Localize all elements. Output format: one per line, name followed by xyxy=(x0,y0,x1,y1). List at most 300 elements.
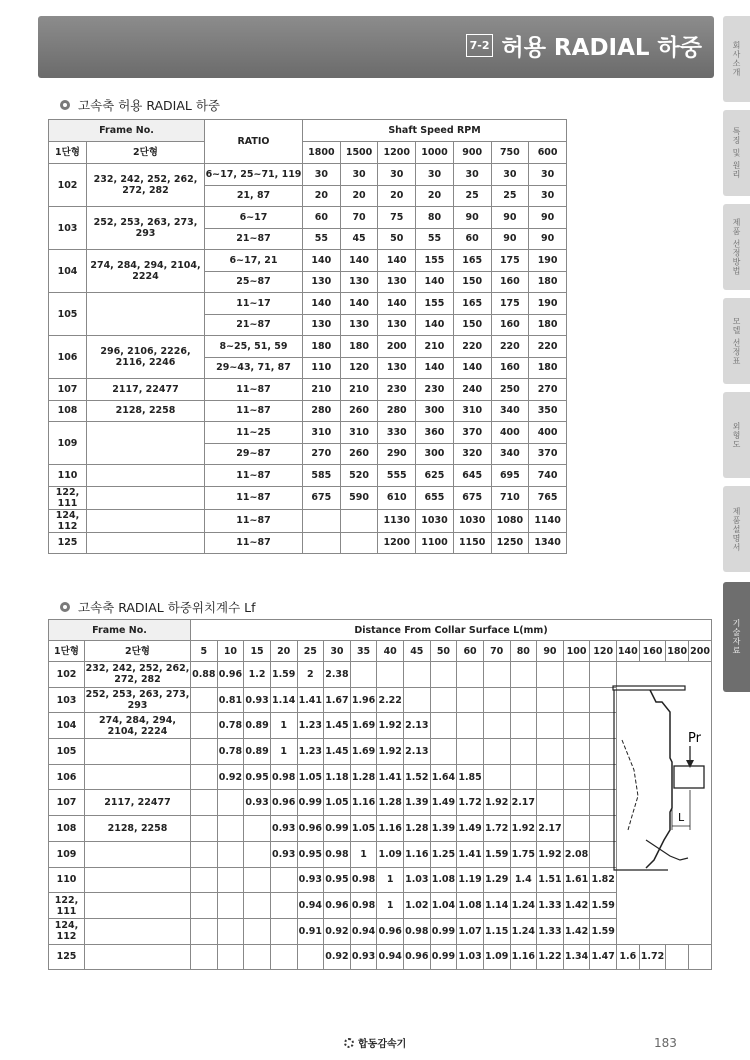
distance-header: 100 xyxy=(563,641,590,662)
load-cell: 200 xyxy=(378,336,416,358)
frame-1stage: 103 xyxy=(49,207,87,250)
factor-cell: 0.94 xyxy=(350,918,377,944)
speed-header: 1500 xyxy=(340,142,378,164)
factor-cell xyxy=(244,867,271,893)
frame-2stage xyxy=(85,944,191,970)
factor-cell: 1.45 xyxy=(324,739,351,765)
frame-1stage: 107 xyxy=(49,790,85,816)
factor-cell: 1 xyxy=(270,739,297,765)
pr-label: Pr xyxy=(688,731,701,746)
frame-2stage: 274, 284, 294, 2104, 2224 xyxy=(85,713,191,739)
factor-cell xyxy=(270,893,297,919)
factor-cell: 0.93 xyxy=(244,687,271,713)
frame-1stage: 104 xyxy=(49,713,85,739)
factor-cell: 1.41 xyxy=(377,764,404,790)
factor-cell xyxy=(457,713,484,739)
load-cell: 30 xyxy=(340,164,378,186)
table-row xyxy=(49,293,567,315)
factor-cell: 1.2 xyxy=(244,662,271,688)
side-tab-company[interactable]: 회사소개 xyxy=(723,16,750,102)
factor-cell: 1.23 xyxy=(297,713,324,739)
factor-cell: 1.92 xyxy=(537,841,564,867)
load-cell: 1080 xyxy=(491,509,529,532)
load-cell xyxy=(340,532,378,554)
factor-cell: 1.52 xyxy=(404,764,431,790)
frame-2stage xyxy=(87,486,205,509)
ratio-cell: 11~25 xyxy=(205,422,303,444)
factor-cell: 1.25 xyxy=(430,841,457,867)
distance-header: 180 xyxy=(666,641,689,662)
load-cell: 30 xyxy=(416,164,454,186)
load-cell: 90 xyxy=(453,207,491,229)
factor-cell xyxy=(191,739,218,765)
factor-cell xyxy=(430,687,457,713)
factor-cell: 1.59 xyxy=(590,918,617,944)
load-cell xyxy=(303,532,341,554)
frame-2stage xyxy=(87,422,205,465)
factor-cell xyxy=(191,713,218,739)
load-cell: 230 xyxy=(378,379,416,401)
load-cell: 610 xyxy=(378,486,416,509)
factor-cell: 0.78 xyxy=(217,739,244,765)
frame-1stage: 103 xyxy=(49,687,85,713)
factor-cell: 1.42 xyxy=(563,918,590,944)
factor-cell: 1.16 xyxy=(510,944,537,970)
ratio-cell: 29~87 xyxy=(205,443,303,465)
frame-2stage: 296, 2106, 2226, 2116, 2246 xyxy=(87,336,205,379)
factor-cell xyxy=(270,867,297,893)
factor-cell: 0.92 xyxy=(324,944,351,970)
load-cell: 120 xyxy=(340,357,378,379)
load-cell: 190 xyxy=(529,250,567,272)
load-cell: 55 xyxy=(416,228,454,250)
load-cell: 140 xyxy=(378,293,416,315)
factor-cell xyxy=(217,841,244,867)
load-cell: 160 xyxy=(491,357,529,379)
factor-cell: 1.28 xyxy=(377,790,404,816)
factor-cell: 1.92 xyxy=(377,713,404,739)
factor-cell: 1.16 xyxy=(404,841,431,867)
ratio-cell: 11~87 xyxy=(205,379,303,401)
frame-2stage xyxy=(85,918,191,944)
load-cell: 300 xyxy=(416,443,454,465)
factor-cell: 1.49 xyxy=(430,790,457,816)
factor-cell xyxy=(191,918,218,944)
factor-cell: 1.39 xyxy=(404,790,431,816)
frame-2stage: 252, 253, 263, 273, 293 xyxy=(87,207,205,250)
factor-cell xyxy=(483,687,510,713)
ratio-cell: 6~17 xyxy=(205,207,303,229)
frame-1stage: 106 xyxy=(49,336,87,379)
factor-cell: 1.29 xyxy=(483,867,510,893)
load-cell: 360 xyxy=(416,422,454,444)
table-row xyxy=(49,509,567,532)
load-cell: 1250 xyxy=(491,532,529,554)
load-cell: 60 xyxy=(303,207,341,229)
factor-cell: 1.69 xyxy=(350,713,377,739)
factor-cell: 1.92 xyxy=(377,739,404,765)
table-row xyxy=(49,422,567,444)
load-cell: 20 xyxy=(378,185,416,207)
load-cell: 140 xyxy=(303,293,341,315)
factor-cell: 1.14 xyxy=(270,687,297,713)
distance-header: 35 xyxy=(350,641,377,662)
load-cell: 210 xyxy=(416,336,454,358)
side-tab-technical[interactable]: 기술자료 xyxy=(723,582,750,692)
factor-cell: 0.93 xyxy=(244,790,271,816)
factor-cell: 0.92 xyxy=(324,918,351,944)
distance-header: 70 xyxy=(483,641,510,662)
factor-cell xyxy=(483,739,510,765)
ratio-cell: 25~87 xyxy=(205,271,303,293)
company-logo: 합동감속기 xyxy=(344,1035,406,1050)
factor-cell xyxy=(430,713,457,739)
factor-cell xyxy=(244,944,271,970)
factor-cell xyxy=(537,764,564,790)
page-number: 183 xyxy=(654,1036,677,1050)
bullet-icon xyxy=(60,100,70,110)
factor-cell: 1.92 xyxy=(510,816,537,842)
table-row xyxy=(49,400,567,422)
factor-cell xyxy=(191,893,218,919)
factor-cell xyxy=(563,816,590,842)
load-cell: 90 xyxy=(529,228,567,250)
ratio-cell: 11~87 xyxy=(205,509,303,532)
frame-2stage: 232, 242, 252, 262, 272, 282 xyxy=(85,663,190,686)
chapter-number: 7-2 xyxy=(466,34,494,57)
factor-cell xyxy=(510,662,537,688)
factor-cell: 1 xyxy=(377,893,404,919)
h-1stage2: 1단형 xyxy=(49,641,85,662)
factor-cell: 1.69 xyxy=(350,739,377,765)
factor-cell xyxy=(191,867,218,893)
factor-cell: 0.95 xyxy=(244,764,271,790)
factor-cell: 1.61 xyxy=(563,867,590,893)
factor-cell xyxy=(191,790,218,816)
factor-cell xyxy=(217,790,244,816)
load-cell: 1030 xyxy=(416,509,454,532)
frame-1stage: 107 xyxy=(49,379,87,401)
frame-2stage xyxy=(85,841,191,867)
factor-cell xyxy=(404,687,431,713)
frame-1stage: 105 xyxy=(49,293,87,336)
load-cell: 155 xyxy=(416,293,454,315)
factor-cell xyxy=(457,739,484,765)
load-cell: 1150 xyxy=(453,532,491,554)
frame-2stage: 2117, 22477 xyxy=(85,790,191,816)
table-row xyxy=(49,944,712,970)
ratio-cell: 6~17, 21 xyxy=(205,250,303,272)
load-cell: 140 xyxy=(340,250,378,272)
distance-header: 90 xyxy=(537,641,564,662)
load-cell: 300 xyxy=(416,400,454,422)
load-cell: 675 xyxy=(303,486,341,509)
load-cell: 240 xyxy=(453,379,491,401)
load-cell: 165 xyxy=(453,250,491,272)
side-tab-model-table[interactable]: 모델 선정표 xyxy=(723,298,750,384)
factor-cell: 1.51 xyxy=(537,867,564,893)
factor-cell: 1.24 xyxy=(510,918,537,944)
factor-cell: 1.03 xyxy=(404,867,431,893)
h-2stage2: 2단형 xyxy=(85,641,191,662)
factor-cell xyxy=(191,764,218,790)
factor-cell xyxy=(244,841,271,867)
load-cell: 625 xyxy=(416,465,454,487)
load-cell: 140 xyxy=(416,314,454,336)
load-cell: 270 xyxy=(529,379,567,401)
distance-header: 45 xyxy=(404,641,431,662)
load-cell: 175 xyxy=(491,250,529,272)
side-tab-dimensions[interactable]: 외형도 xyxy=(723,392,750,478)
load-cell: 340 xyxy=(491,443,529,465)
factor-cell: 2.38 xyxy=(324,662,351,688)
factor-cell: 0.93 xyxy=(297,867,324,893)
load-cell: 30 xyxy=(303,164,341,186)
factor-cell: 0.98 xyxy=(350,867,377,893)
load-cell: 1100 xyxy=(416,532,454,554)
load-cell: 55 xyxy=(303,228,341,250)
factor-cell: 1.41 xyxy=(297,687,324,713)
factor-cell: 2.13 xyxy=(404,713,431,739)
frame-1stage: 122, 111 xyxy=(49,486,87,509)
distance-header: 60 xyxy=(457,641,484,662)
h-distance: Distance From Collar Surface L(mm) xyxy=(191,620,712,641)
distance-header: 140 xyxy=(617,641,640,662)
factor-cell xyxy=(217,816,244,842)
load-cell: 90 xyxy=(529,207,567,229)
factor-cell xyxy=(563,662,590,688)
factor-cell xyxy=(563,790,590,816)
factor-cell: 1.14 xyxy=(483,893,510,919)
factor-cell: 0.96 xyxy=(270,790,297,816)
factor-cell: 0.91 xyxy=(297,918,324,944)
load-cell: 270 xyxy=(303,443,341,465)
frame-2stage xyxy=(87,293,205,336)
factor-cell: 1.96 xyxy=(350,687,377,713)
factor-cell: 0.99 xyxy=(297,790,324,816)
frame-2stage xyxy=(85,893,191,919)
frame-2stage xyxy=(85,867,191,893)
factor-cell: 1.75 xyxy=(510,841,537,867)
factor-cell: 1.6 xyxy=(617,944,640,970)
factor-cell: 1.02 xyxy=(404,893,431,919)
factor-cell: 0.89 xyxy=(244,713,271,739)
load-cell: 140 xyxy=(378,250,416,272)
factor-cell: 1.22 xyxy=(537,944,564,970)
load-cell: 75 xyxy=(378,207,416,229)
frame-2stage xyxy=(85,764,191,790)
factor-cell: 1.18 xyxy=(324,764,351,790)
factor-cell: 1.39 xyxy=(430,816,457,842)
load-cell: 130 xyxy=(378,357,416,379)
factor-cell xyxy=(510,713,537,739)
load-cell: 310 xyxy=(453,400,491,422)
factor-cell xyxy=(457,662,484,688)
factor-cell: 1.59 xyxy=(590,893,617,919)
factor-cell: 2.13 xyxy=(404,739,431,765)
factor-cell: 0.88 xyxy=(191,662,218,688)
factor-cell: 0.99 xyxy=(430,918,457,944)
side-tab-manual[interactable]: 제품설명서 xyxy=(723,486,750,572)
factor-cell xyxy=(563,764,590,790)
distance-header: 30 xyxy=(324,641,351,662)
factor-cell: 1.41 xyxy=(457,841,484,867)
section2-heading: 고속축 RADIAL 하중위치계수 Lf xyxy=(60,598,256,616)
factor-cell: 1 xyxy=(377,867,404,893)
frame-1stage: 124, 112 xyxy=(49,509,87,532)
factor-cell xyxy=(537,713,564,739)
load-cell: 180 xyxy=(529,314,567,336)
factor-cell xyxy=(404,662,431,688)
load-cell: 675 xyxy=(453,486,491,509)
table-row xyxy=(49,893,712,919)
frame-1stage: 105 xyxy=(49,739,85,765)
factor-cell: 1.42 xyxy=(563,893,590,919)
factor-cell xyxy=(244,816,271,842)
frame-2stage: 2117, 22477 xyxy=(87,379,205,401)
load-cell: 30 xyxy=(529,164,567,186)
factor-cell: 1.16 xyxy=(377,816,404,842)
load-cell: 350 xyxy=(529,400,567,422)
frame-2stage: 232, 242, 252, 262, 272, 282 xyxy=(87,164,205,207)
factor-cell: 1.85 xyxy=(457,764,484,790)
factor-cell: 0.96 xyxy=(377,918,404,944)
load-cell: 220 xyxy=(529,336,567,358)
factor-cell: 2.17 xyxy=(510,790,537,816)
load-cell: 655 xyxy=(416,486,454,509)
factor-cell: 0.99 xyxy=(324,816,351,842)
factor-cell: 0.96 xyxy=(297,816,324,842)
ratio-cell: 11~87 xyxy=(205,400,303,422)
distance-header: 200 xyxy=(689,641,712,662)
load-cell: 520 xyxy=(340,465,378,487)
factor-cell: 0.96 xyxy=(324,893,351,919)
factor-cell xyxy=(483,662,510,688)
factor-cell: 0.98 xyxy=(270,764,297,790)
factor-cell: 1.05 xyxy=(324,790,351,816)
table-row xyxy=(49,465,567,487)
load-cell: 155 xyxy=(416,250,454,272)
load-cell: 695 xyxy=(491,465,529,487)
ratio-cell: 11~87 xyxy=(205,465,303,487)
factor-cell: 1.28 xyxy=(404,816,431,842)
chapter-title xyxy=(466,29,702,62)
load-cell: 740 xyxy=(529,465,567,487)
factor-cell xyxy=(510,687,537,713)
chapter-heading: 허용 RADIAL 하중 xyxy=(501,35,702,61)
load-cell: 340 xyxy=(491,400,529,422)
ratio-cell: 11~87 xyxy=(205,532,303,554)
table-row xyxy=(49,532,567,554)
factor-cell xyxy=(270,918,297,944)
factor-cell: 1.4 xyxy=(510,867,537,893)
load-cell: 220 xyxy=(453,336,491,358)
factor-cell xyxy=(191,816,218,842)
h-ratio: RATIO xyxy=(205,120,303,164)
distance-header: 50 xyxy=(430,641,457,662)
load-cell: 130 xyxy=(378,314,416,336)
frame-1stage: 104 xyxy=(49,250,87,293)
side-tab-selection[interactable]: 제품 선정방법 xyxy=(723,204,750,290)
factor-cell: 1.24 xyxy=(510,893,537,919)
load-cell: 130 xyxy=(340,314,378,336)
load-cell: 210 xyxy=(340,379,378,401)
factor-cell: 0.95 xyxy=(297,841,324,867)
factor-cell: 1.47 xyxy=(590,944,617,970)
frame-1stage: 109 xyxy=(49,841,85,867)
distance-header: 20 xyxy=(270,641,297,662)
load-cell: 400 xyxy=(491,422,529,444)
factor-cell: 0.93 xyxy=(270,841,297,867)
load-cell: 320 xyxy=(453,443,491,465)
load-cell: 220 xyxy=(491,336,529,358)
load-cell: 140 xyxy=(416,271,454,293)
frame-1stage: 110 xyxy=(49,867,85,893)
frame-2stage xyxy=(87,509,205,532)
factor-cell: 1.03 xyxy=(457,944,484,970)
factor-cell xyxy=(483,764,510,790)
table-row xyxy=(49,164,567,186)
load-cell: 1140 xyxy=(529,509,567,532)
factor-cell: 0.95 xyxy=(324,867,351,893)
table-row xyxy=(49,336,567,358)
factor-cell: 1.09 xyxy=(483,944,510,970)
factor-cell: 1.72 xyxy=(457,790,484,816)
speed-header: 1200 xyxy=(378,142,416,164)
load-cell: 45 xyxy=(340,228,378,250)
factor-cell xyxy=(537,662,564,688)
factor-cell xyxy=(217,944,244,970)
load-cell: 20 xyxy=(303,185,341,207)
load-cell: 210 xyxy=(303,379,341,401)
factor-cell: 0.89 xyxy=(244,739,271,765)
factor-cell: 0.93 xyxy=(350,944,377,970)
load-cell: 60 xyxy=(453,228,491,250)
frame-1stage: 122, 111 xyxy=(49,893,85,919)
h-frame2: Frame No. xyxy=(49,620,191,641)
speed-header: 750 xyxy=(491,142,529,164)
factor-cell xyxy=(457,687,484,713)
factor-cell xyxy=(483,713,510,739)
factor-cell xyxy=(191,841,218,867)
frame-2stage xyxy=(87,532,205,554)
radial-load-table xyxy=(48,119,567,554)
frame-1stage: 110 xyxy=(49,465,87,487)
load-cell: 160 xyxy=(491,271,529,293)
load-cell: 90 xyxy=(491,207,529,229)
speed-header: 900 xyxy=(453,142,491,164)
load-cell: 250 xyxy=(491,379,529,401)
frame-2stage: 2128, 2258 xyxy=(85,816,191,842)
load-cell: 585 xyxy=(303,465,341,487)
speed-header: 1000 xyxy=(416,142,454,164)
factor-cell: 1.05 xyxy=(350,816,377,842)
factor-cell: 1.33 xyxy=(537,893,564,919)
factor-cell: 1.23 xyxy=(297,739,324,765)
table-row xyxy=(49,486,567,509)
load-cell: 370 xyxy=(529,443,567,465)
factor-cell: 0.98 xyxy=(404,918,431,944)
factor-cell xyxy=(510,739,537,765)
factor-cell: 1.72 xyxy=(639,944,666,970)
factor-cell: 1.07 xyxy=(457,918,484,944)
load-cell: 165 xyxy=(453,293,491,315)
factor-cell: 2.22 xyxy=(377,687,404,713)
frame-2stage: 2128, 2258 xyxy=(87,400,205,422)
factor-cell xyxy=(377,662,404,688)
side-tab-features[interactable]: 특징 및 원리 xyxy=(723,110,750,196)
factor-cell xyxy=(217,893,244,919)
